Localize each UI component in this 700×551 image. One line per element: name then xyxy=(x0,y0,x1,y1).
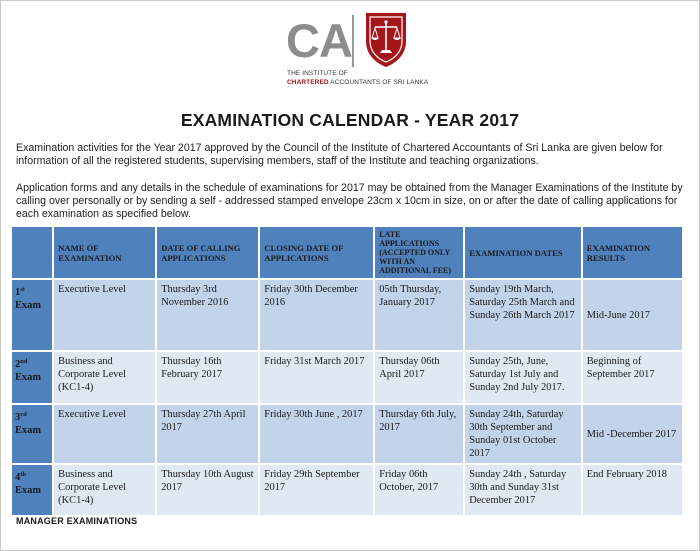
closing-date: Friday 29th September 2017 xyxy=(259,464,374,516)
header-name: NAME OF EXAMINATION xyxy=(53,226,156,279)
header-dates: EXAMINATION DATES xyxy=(464,226,582,279)
header-calling: DATE OF CALLING APPLICATIONS xyxy=(156,226,259,279)
table-row xyxy=(11,464,683,516)
exam-dates: Sunday 24th , Saturday 30th and Sunday 31st December 2017 xyxy=(464,464,582,516)
exam-results: End February 2018 xyxy=(582,464,683,516)
table-row xyxy=(11,404,683,464)
exam-results: Mid -December 2017 xyxy=(582,404,683,464)
logo-line-2 xyxy=(287,79,428,86)
page-title: EXAMINATION CALENDAR - YEAR 2017 xyxy=(180,110,520,130)
exam-dates: Sunday 19th March, Saturday 25th March and Sunday 26th March 2017 xyxy=(464,279,582,351)
header-exam xyxy=(11,226,53,279)
header-results: EXAMINATION RESULTS xyxy=(582,226,683,279)
intro-paragraph: Examination activities for the Year 2017 approved by the Council of the Institute of Chartered Accountants of Sri Lanka are given below for information of all the registered students, supervising members, staff of the Institute and teaching organizations. xyxy=(16,142,663,167)
late-date: Friday 06th October, 2017 xyxy=(374,464,464,516)
institute-logo xyxy=(282,9,429,91)
application-paragraph: Application forms and any details in the schedule of examinations for 2017 may be obtained from the Manager Examinations of the Institute by calling over personally or by sending a self - addressed stamped envelope 23cm x 10cm in size, on or after the date of calling applications for each examination as specified below. xyxy=(16,182,683,220)
table-row xyxy=(11,279,683,351)
table-row xyxy=(11,351,683,404)
scales-of-justice-icon xyxy=(363,11,409,69)
exam-dates: Sunday 24th, Saturday 30th September and Sunday 01st October 2017 xyxy=(464,404,582,464)
header-late xyxy=(374,226,464,279)
exam-name: Executive Level xyxy=(53,404,156,464)
late-date: 05th Thursday, January 2017 xyxy=(374,279,464,351)
exam-name: Business and Corporate Level (KC1-4) xyxy=(53,464,156,516)
logo-rest: ACCOUNTANTS OF SRI LANKA xyxy=(330,79,429,86)
exam-number: 4th Exam xyxy=(11,464,53,516)
exam-name: Executive Level xyxy=(53,279,156,351)
exam-results: Beginning of September 2017 xyxy=(582,351,683,404)
header-late-text: LATE APPLICATIONS (ACCEPTED ONLY WITH AN ADDITIONAL FEE) xyxy=(379,230,452,275)
calling-date: Thursday 16th February 2017 xyxy=(156,351,259,404)
footer-signature: MANAGER EXAMINATIONS xyxy=(16,516,138,526)
exam-number: 3rd Exam xyxy=(11,404,53,464)
exam-number: 1st Exam xyxy=(11,279,53,351)
closing-date: Friday 30th December 2016 xyxy=(259,279,374,351)
logo-letters: CA xyxy=(286,14,352,67)
logo-chartered: CHARTERED xyxy=(287,79,329,86)
exam-results: Mid-June 2017 xyxy=(582,279,683,351)
late-date: Thursday 6th July, 2017 xyxy=(374,404,464,464)
header-closing: CLOSING DATE OF APPLICATIONS xyxy=(259,226,374,279)
closing-date: Friday 30th June , 2017 xyxy=(259,404,374,464)
calling-date: Thursday 10th August 2017 xyxy=(156,464,259,516)
exam-number: 2nd Exam xyxy=(11,351,53,404)
logo-line-1: THE INSTITUTE OF xyxy=(287,70,348,77)
logo-divider xyxy=(352,15,354,67)
calling-date: Thursday 27th April 2017 xyxy=(156,404,259,464)
table-header-row xyxy=(11,226,683,279)
closing-date: Friday 31st March 2017 xyxy=(259,351,374,404)
exam-dates: Sunday 25th, June, Saturday 1st July and Sunday 2nd July 2017. xyxy=(464,351,582,404)
examination-calendar-table xyxy=(10,225,684,517)
exam-name: Business and Corporate Level (KC1-4) xyxy=(53,351,156,404)
late-date: Thursday 06th April 2017 xyxy=(374,351,464,404)
calling-date: Thursday 3rd November 2016 xyxy=(156,279,259,351)
